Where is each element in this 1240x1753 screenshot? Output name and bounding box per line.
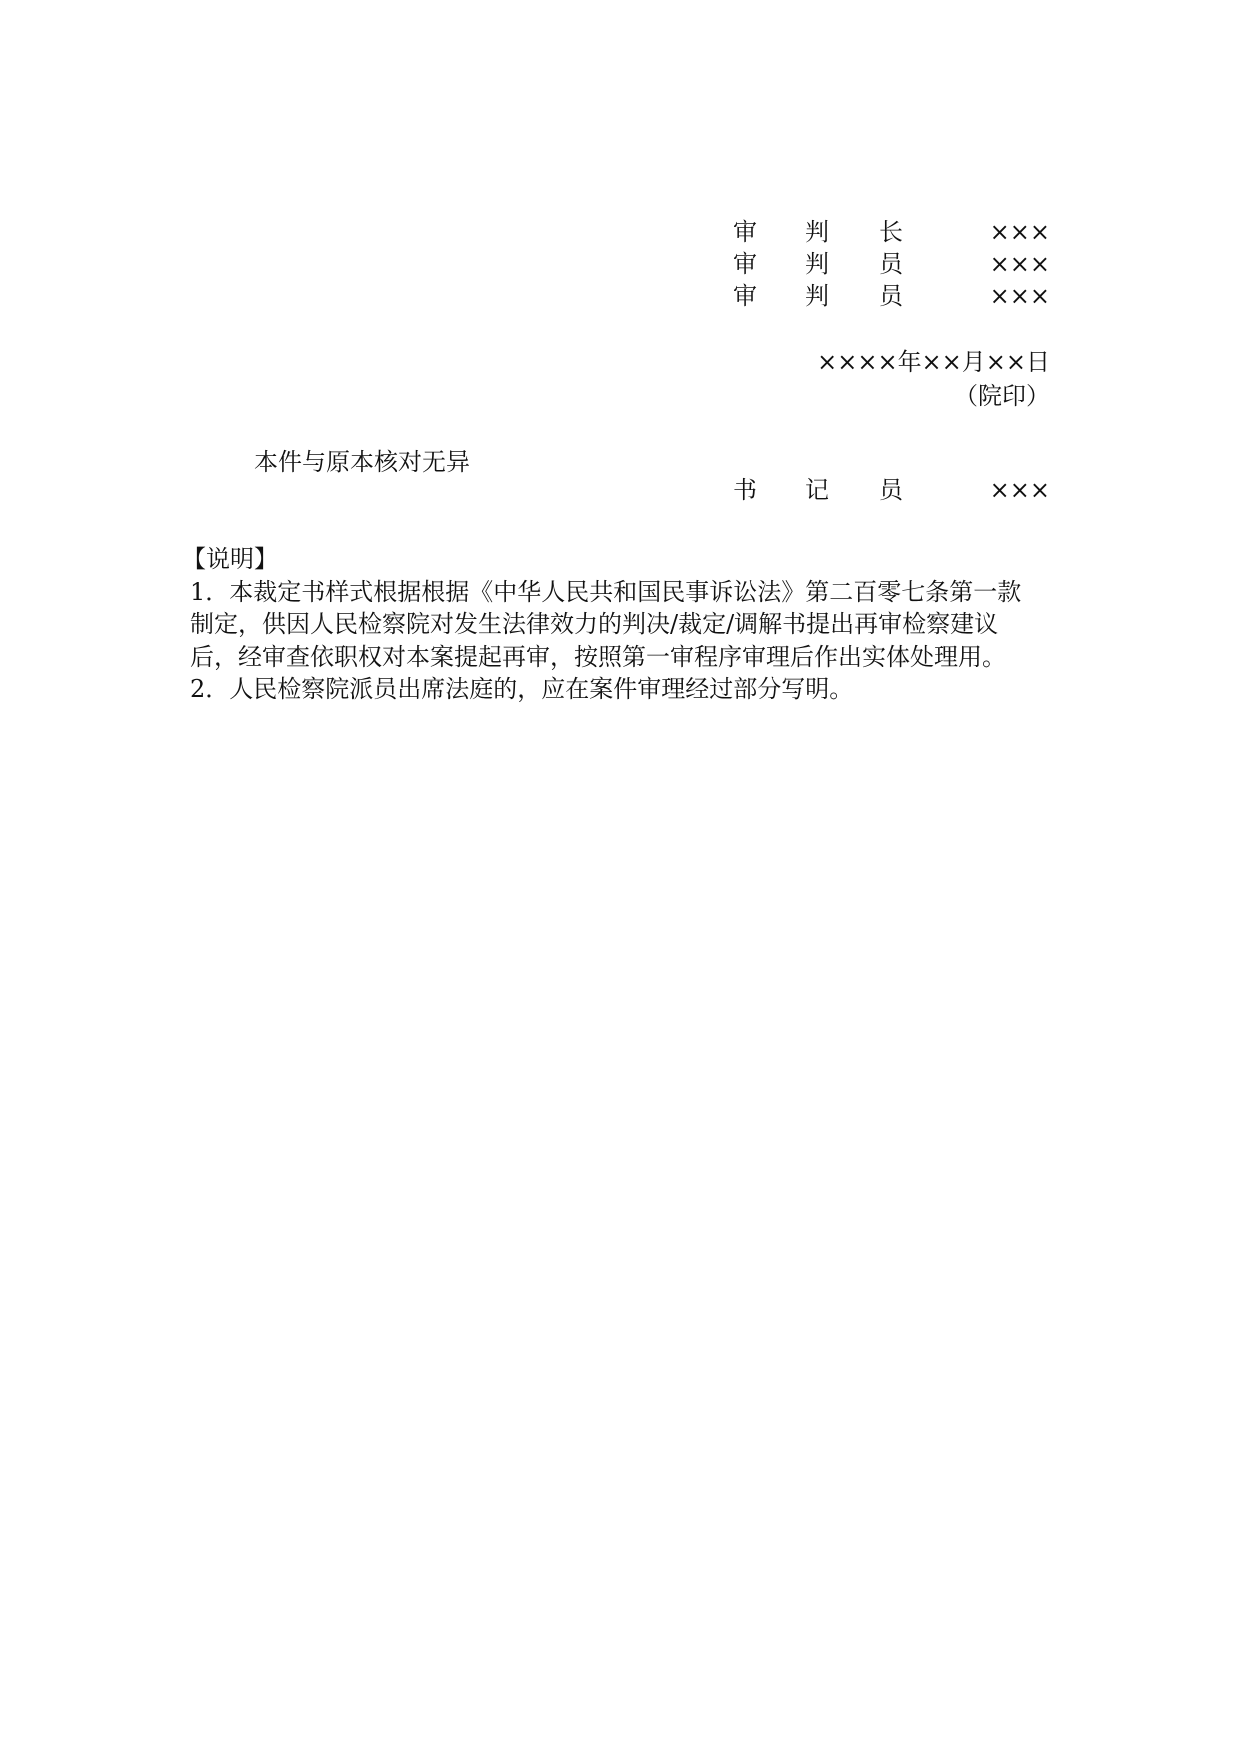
signature-title-char: 判 [805,218,829,246]
notes-heading: 【说明】 [182,545,278,573]
signature-title-char: 员 [879,476,903,504]
court-seal-note: （院印） [954,382,1050,410]
signature-title-char: 判 [805,282,829,310]
signature-title-char: 审 [733,250,757,278]
document-date: ××××年××月××日 [817,348,1050,376]
signature-name: ××× [989,218,1050,246]
notes-line: 2．人民检察院派员出席法庭的，应在案件审理经过部分写明。 [190,675,854,703]
signature-row-judge-1 [730,248,1050,280]
notes-line: 制定，供因人民检察院对发生法律效力的判决/裁定/调解书提出再审检察建议 [190,610,999,638]
signature-title-char: 审 [733,282,757,310]
signature-name: ××× [989,476,1050,504]
signature-title-char: 书 [733,476,757,504]
signature-title-char: 记 [805,476,829,504]
signature-row-judge-2 [730,280,1050,312]
signature-title-char: 判 [805,250,829,278]
signature-row-clerk [730,474,1050,506]
verification-statement: 本件与原本核对无异 [254,448,470,476]
signature-name: ××× [989,282,1050,310]
signature-name: ××× [989,250,1050,278]
signature-title-char: 员 [879,282,903,310]
signature-title-char: 审 [733,218,757,246]
notes-line: 后，经审查依职权对本案提起再审，按照第一审程序审理后作出实体处理用。 [190,642,1006,671]
signature-title-char: 员 [879,250,903,278]
notes-section [182,543,1060,706]
signature-title-char: 长 [879,218,903,246]
notes-line: 1．本裁定书样式根据根据《中华人民共和国民事诉讼法》第二百零七条第一款 [190,577,1022,606]
signature-row-presiding-judge [730,216,1050,248]
